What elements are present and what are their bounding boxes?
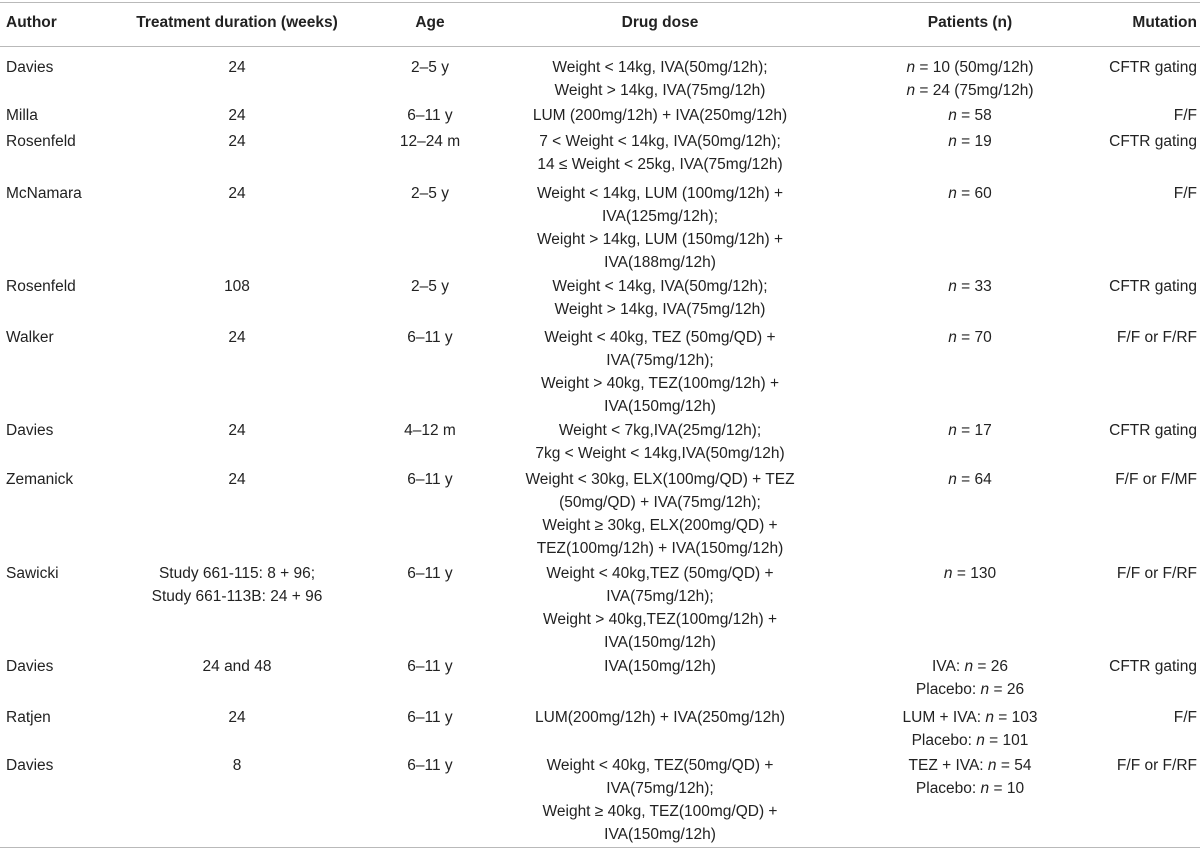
- dose-line: LUM (200mg/12h) + IVA(250mg/12h): [532, 107, 788, 124]
- cell-age: 2–5 y: [411, 59, 449, 76]
- patients-count: = 70: [956, 329, 992, 346]
- table-bottom-rule: [0, 847, 1200, 848]
- cell-duration: [106, 130, 368, 153]
- patients-n-symbol: n: [964, 658, 974, 675]
- cell-patients: [850, 56, 1090, 102]
- patients-line: [850, 130, 1090, 153]
- patients-line: [850, 326, 1090, 349]
- header-author: Author: [6, 14, 57, 31]
- cell-patients: [850, 326, 1090, 349]
- patients-n-symbol: n: [980, 681, 990, 698]
- dose-line: IVA(150mg/12h): [604, 634, 716, 651]
- cell-author: Davies: [6, 422, 54, 439]
- cell-dose: [480, 754, 840, 846]
- dose-line: LUM(200mg/12h) + IVA(250mg/12h): [535, 709, 785, 726]
- cell-mutation: F/F: [1173, 107, 1197, 124]
- cell-author: Zemanick: [6, 471, 74, 488]
- dose-line: Weight < 14kg, IVA(50mg/12h);: [552, 278, 768, 295]
- patients-n-symbol: n: [948, 278, 957, 295]
- dose-line: Weight < 40kg, TEZ(50mg/QD) +: [546, 757, 774, 774]
- patients-line: [850, 706, 1090, 729]
- dose-line: Weight > 14kg, LUM (150mg/12h) +: [536, 231, 784, 248]
- cell-dose: [480, 655, 840, 678]
- dose-line: Weight < 14kg, LUM (100mg/12h) +: [536, 185, 784, 202]
- cell-author: Sawicki: [6, 565, 59, 582]
- cell-age: 6–11 y: [407, 471, 453, 488]
- cell-patients: [850, 419, 1090, 442]
- patients-count: = 103: [993, 709, 1038, 726]
- dose-line: (50mg/QD) + IVA(75mg/12h);: [559, 494, 761, 511]
- header-rule: [0, 46, 1200, 47]
- dose-line: IVA(75mg/12h);: [606, 780, 714, 797]
- duration-line: 24: [228, 422, 246, 439]
- header-mutation: Mutation: [1132, 14, 1197, 31]
- patients-n-symbol: n: [948, 471, 957, 488]
- patients-n-symbol: n: [980, 780, 990, 797]
- patients-n-symbol: n: [943, 565, 953, 582]
- patients-count: = 10 (50mg/12h): [915, 59, 1034, 76]
- dose-line: IVA(75mg/12h);: [606, 588, 714, 605]
- duration-line: 24: [228, 329, 246, 346]
- cell-author: Davies: [6, 757, 54, 774]
- patients-line: [850, 678, 1090, 701]
- cell-mutation: CFTR gating: [1109, 422, 1197, 439]
- duration-line: Study 661-113B: 24 + 96: [151, 588, 323, 605]
- dose-line: IVA(125mg/12h);: [601, 208, 719, 225]
- patients-n-symbol: n: [987, 757, 997, 774]
- cell-dose: [480, 182, 840, 274]
- cell-patients: [850, 182, 1090, 205]
- cell-mutation: CFTR gating: [1109, 658, 1197, 675]
- cell-patients: [850, 275, 1090, 298]
- dose-line: Weight < 14kg, IVA(50mg/12h);: [552, 59, 768, 76]
- patients-line: [850, 419, 1090, 442]
- patients-count: = 33: [956, 278, 992, 295]
- cell-mutation: F/F or F/RF: [1116, 757, 1197, 774]
- cell-dose: [480, 326, 840, 418]
- cell-age: 6–11 y: [407, 757, 453, 774]
- cell-dose: [480, 275, 840, 321]
- cell-author: Walker: [6, 329, 54, 346]
- dose-line: Weight ≥ 30kg, ELX(200mg/QD) +: [542, 517, 778, 534]
- patients-count: = 58: [956, 107, 992, 124]
- cell-duration: [106, 655, 368, 678]
- dose-line: Weight < 30kg, ELX(100mg/QD) + TEZ: [525, 471, 795, 488]
- patients-n-symbol: n: [985, 709, 994, 726]
- cell-age: 6–11 y: [407, 709, 453, 726]
- cell-author: Davies: [6, 658, 54, 675]
- cell-author: Davies: [6, 59, 54, 76]
- cell-author: Milla: [6, 107, 38, 124]
- cell-author: Ratjen: [6, 709, 51, 726]
- duration-line: Study 661-115: 8 + 96;: [158, 565, 316, 582]
- cell-duration: [106, 326, 368, 349]
- cell-dose: [480, 104, 840, 127]
- header-duration: Treatment duration (weeks): [136, 14, 338, 31]
- dose-line: Weight ≥ 40kg, TEZ(100mg/QD) +: [542, 803, 778, 820]
- patients-count: = 26: [973, 658, 1008, 675]
- table-header: [0, 2, 1200, 46]
- dose-line: IVA(188mg/12h): [604, 254, 716, 271]
- patients-line: [850, 79, 1090, 102]
- cell-age: 6–11 y: [407, 658, 453, 675]
- header-age: Age: [415, 14, 445, 31]
- cell-patients: [850, 468, 1090, 491]
- cell-mutation: F/F: [1173, 185, 1197, 202]
- patients-line: [850, 655, 1090, 678]
- dose-line: Weight > 14kg, IVA(75mg/12h): [554, 301, 766, 318]
- cell-age: 12–24 m: [399, 133, 461, 150]
- dose-line: IVA(150mg/12h): [604, 658, 716, 675]
- cell-dose: [480, 562, 840, 654]
- patients-line: [850, 562, 1090, 585]
- patients-group-label: Placebo:: [911, 732, 977, 749]
- duration-line: 24: [228, 709, 246, 726]
- cell-mutation: F/F or F/MF: [1115, 471, 1197, 488]
- duration-line: 8: [232, 757, 242, 774]
- patients-n-symbol: n: [948, 422, 957, 439]
- duration-line: 108: [224, 278, 250, 295]
- duration-line: 24 and 48: [202, 658, 272, 675]
- cell-mutation: CFTR gating: [1109, 59, 1197, 76]
- dose-line: Weight > 40kg, TEZ(100mg/12h) +: [540, 375, 780, 392]
- cell-mutation: F/F or F/RF: [1116, 329, 1197, 346]
- patients-count: = 60: [956, 185, 992, 202]
- cell-patients: [850, 754, 1090, 800]
- duration-line: 24: [228, 133, 246, 150]
- patients-count: = 54: [996, 757, 1032, 774]
- patients-group-label: Placebo:: [915, 681, 981, 698]
- dose-line: 7 < Weight < 14kg, IVA(50mg/12h);: [539, 133, 781, 150]
- cell-age: 4–12 m: [404, 422, 456, 439]
- duration-line: 24: [228, 59, 246, 76]
- patients-n-symbol: n: [948, 185, 957, 202]
- dose-line: IVA(150mg/12h): [604, 398, 716, 415]
- cell-author: Rosenfeld: [6, 278, 76, 295]
- header-dose: Drug dose: [621, 14, 699, 31]
- patients-n-symbol: n: [948, 329, 957, 346]
- cell-dose: [480, 468, 840, 560]
- patients-group-label: LUM + IVA:: [902, 709, 986, 726]
- patients-count: = 19: [956, 133, 992, 150]
- patients-count: = 64: [956, 471, 992, 488]
- cell-dose: [480, 419, 840, 465]
- patients-count: = 130: [952, 565, 997, 582]
- cell-author: Rosenfeld: [6, 133, 76, 150]
- cell-patients: [850, 655, 1090, 701]
- cell-dose: [480, 706, 840, 729]
- cell-mutation: F/F: [1173, 709, 1197, 726]
- duration-line: 24: [228, 185, 246, 202]
- cell-duration: [106, 468, 368, 491]
- cell-duration: [106, 104, 368, 127]
- patients-n-symbol: n: [976, 732, 985, 749]
- dose-line: IVA(75mg/12h);: [606, 352, 714, 369]
- patients-n-symbol: n: [906, 82, 916, 99]
- patients-line: [850, 275, 1090, 298]
- patients-line: [850, 56, 1090, 79]
- cell-duration: [106, 275, 368, 298]
- cell-duration: [106, 56, 368, 79]
- cell-duration: [106, 419, 368, 442]
- patients-group-label: TEZ + IVA:: [908, 757, 988, 774]
- patients-group-label: IVA:: [932, 658, 965, 675]
- cell-duration: [106, 182, 368, 205]
- cell-patients: [850, 706, 1090, 752]
- patients-count: = 17: [956, 422, 992, 439]
- dose-line: IVA(150mg/12h): [604, 826, 716, 843]
- cell-dose: [480, 56, 840, 102]
- cell-patients: [850, 130, 1090, 153]
- dose-line: Weight > 14kg, IVA(75mg/12h): [554, 82, 766, 99]
- dose-line: Weight > 40kg,TEZ(100mg/12h) +: [542, 611, 778, 628]
- cell-duration: [106, 562, 368, 608]
- duration-line: 24: [228, 471, 246, 488]
- dose-line: 7kg < Weight < 14kg,IVA(50mg/12h): [535, 445, 785, 462]
- cell-age: 6–11 y: [407, 107, 453, 124]
- patients-count: = 24 (75mg/12h): [915, 82, 1034, 99]
- patients-line: [850, 777, 1090, 800]
- patients-n-symbol: n: [948, 107, 957, 124]
- patients-group-label: Placebo:: [915, 780, 981, 797]
- patients-n-symbol: n: [906, 59, 916, 76]
- cell-patients: [850, 104, 1090, 127]
- patients-line: [850, 104, 1090, 127]
- duration-line: 24: [228, 107, 246, 124]
- patients-line: [850, 468, 1090, 491]
- cell-duration: [106, 706, 368, 729]
- cell-author: McNamara: [6, 185, 82, 202]
- cell-dose: [480, 130, 840, 176]
- cell-age: 2–5 y: [411, 185, 449, 202]
- patients-line: [850, 754, 1090, 777]
- dose-line: TEZ(100mg/12h) + IVA(150mg/12h): [536, 540, 784, 557]
- dose-line: 14 ≤ Weight < 25kg, IVA(75mg/12h): [537, 156, 783, 173]
- cell-patients: [850, 562, 1090, 585]
- cell-mutation: CFTR gating: [1109, 278, 1197, 295]
- cell-mutation: CFTR gating: [1109, 133, 1197, 150]
- cell-duration: [106, 754, 368, 777]
- header-patients: Patients (n): [927, 14, 1013, 31]
- cell-mutation: F/F or F/RF: [1116, 565, 1197, 582]
- cell-age: 6–11 y: [407, 329, 453, 346]
- patients-count: = 26: [989, 681, 1025, 698]
- patients-line: [850, 729, 1090, 752]
- patients-count: = 10: [989, 780, 1025, 797]
- patients-count: = 101: [984, 732, 1029, 749]
- patients-line: [850, 182, 1090, 205]
- dose-line: Weight < 40kg, TEZ (50mg/QD) +: [544, 329, 776, 346]
- cell-age: 2–5 y: [411, 278, 449, 295]
- dose-line: Weight < 7kg,IVA(25mg/12h);: [558, 422, 762, 439]
- cell-age: 6–11 y: [407, 565, 453, 582]
- dose-line: Weight < 40kg,TEZ (50mg/QD) +: [546, 565, 774, 582]
- patients-n-symbol: n: [948, 133, 957, 150]
